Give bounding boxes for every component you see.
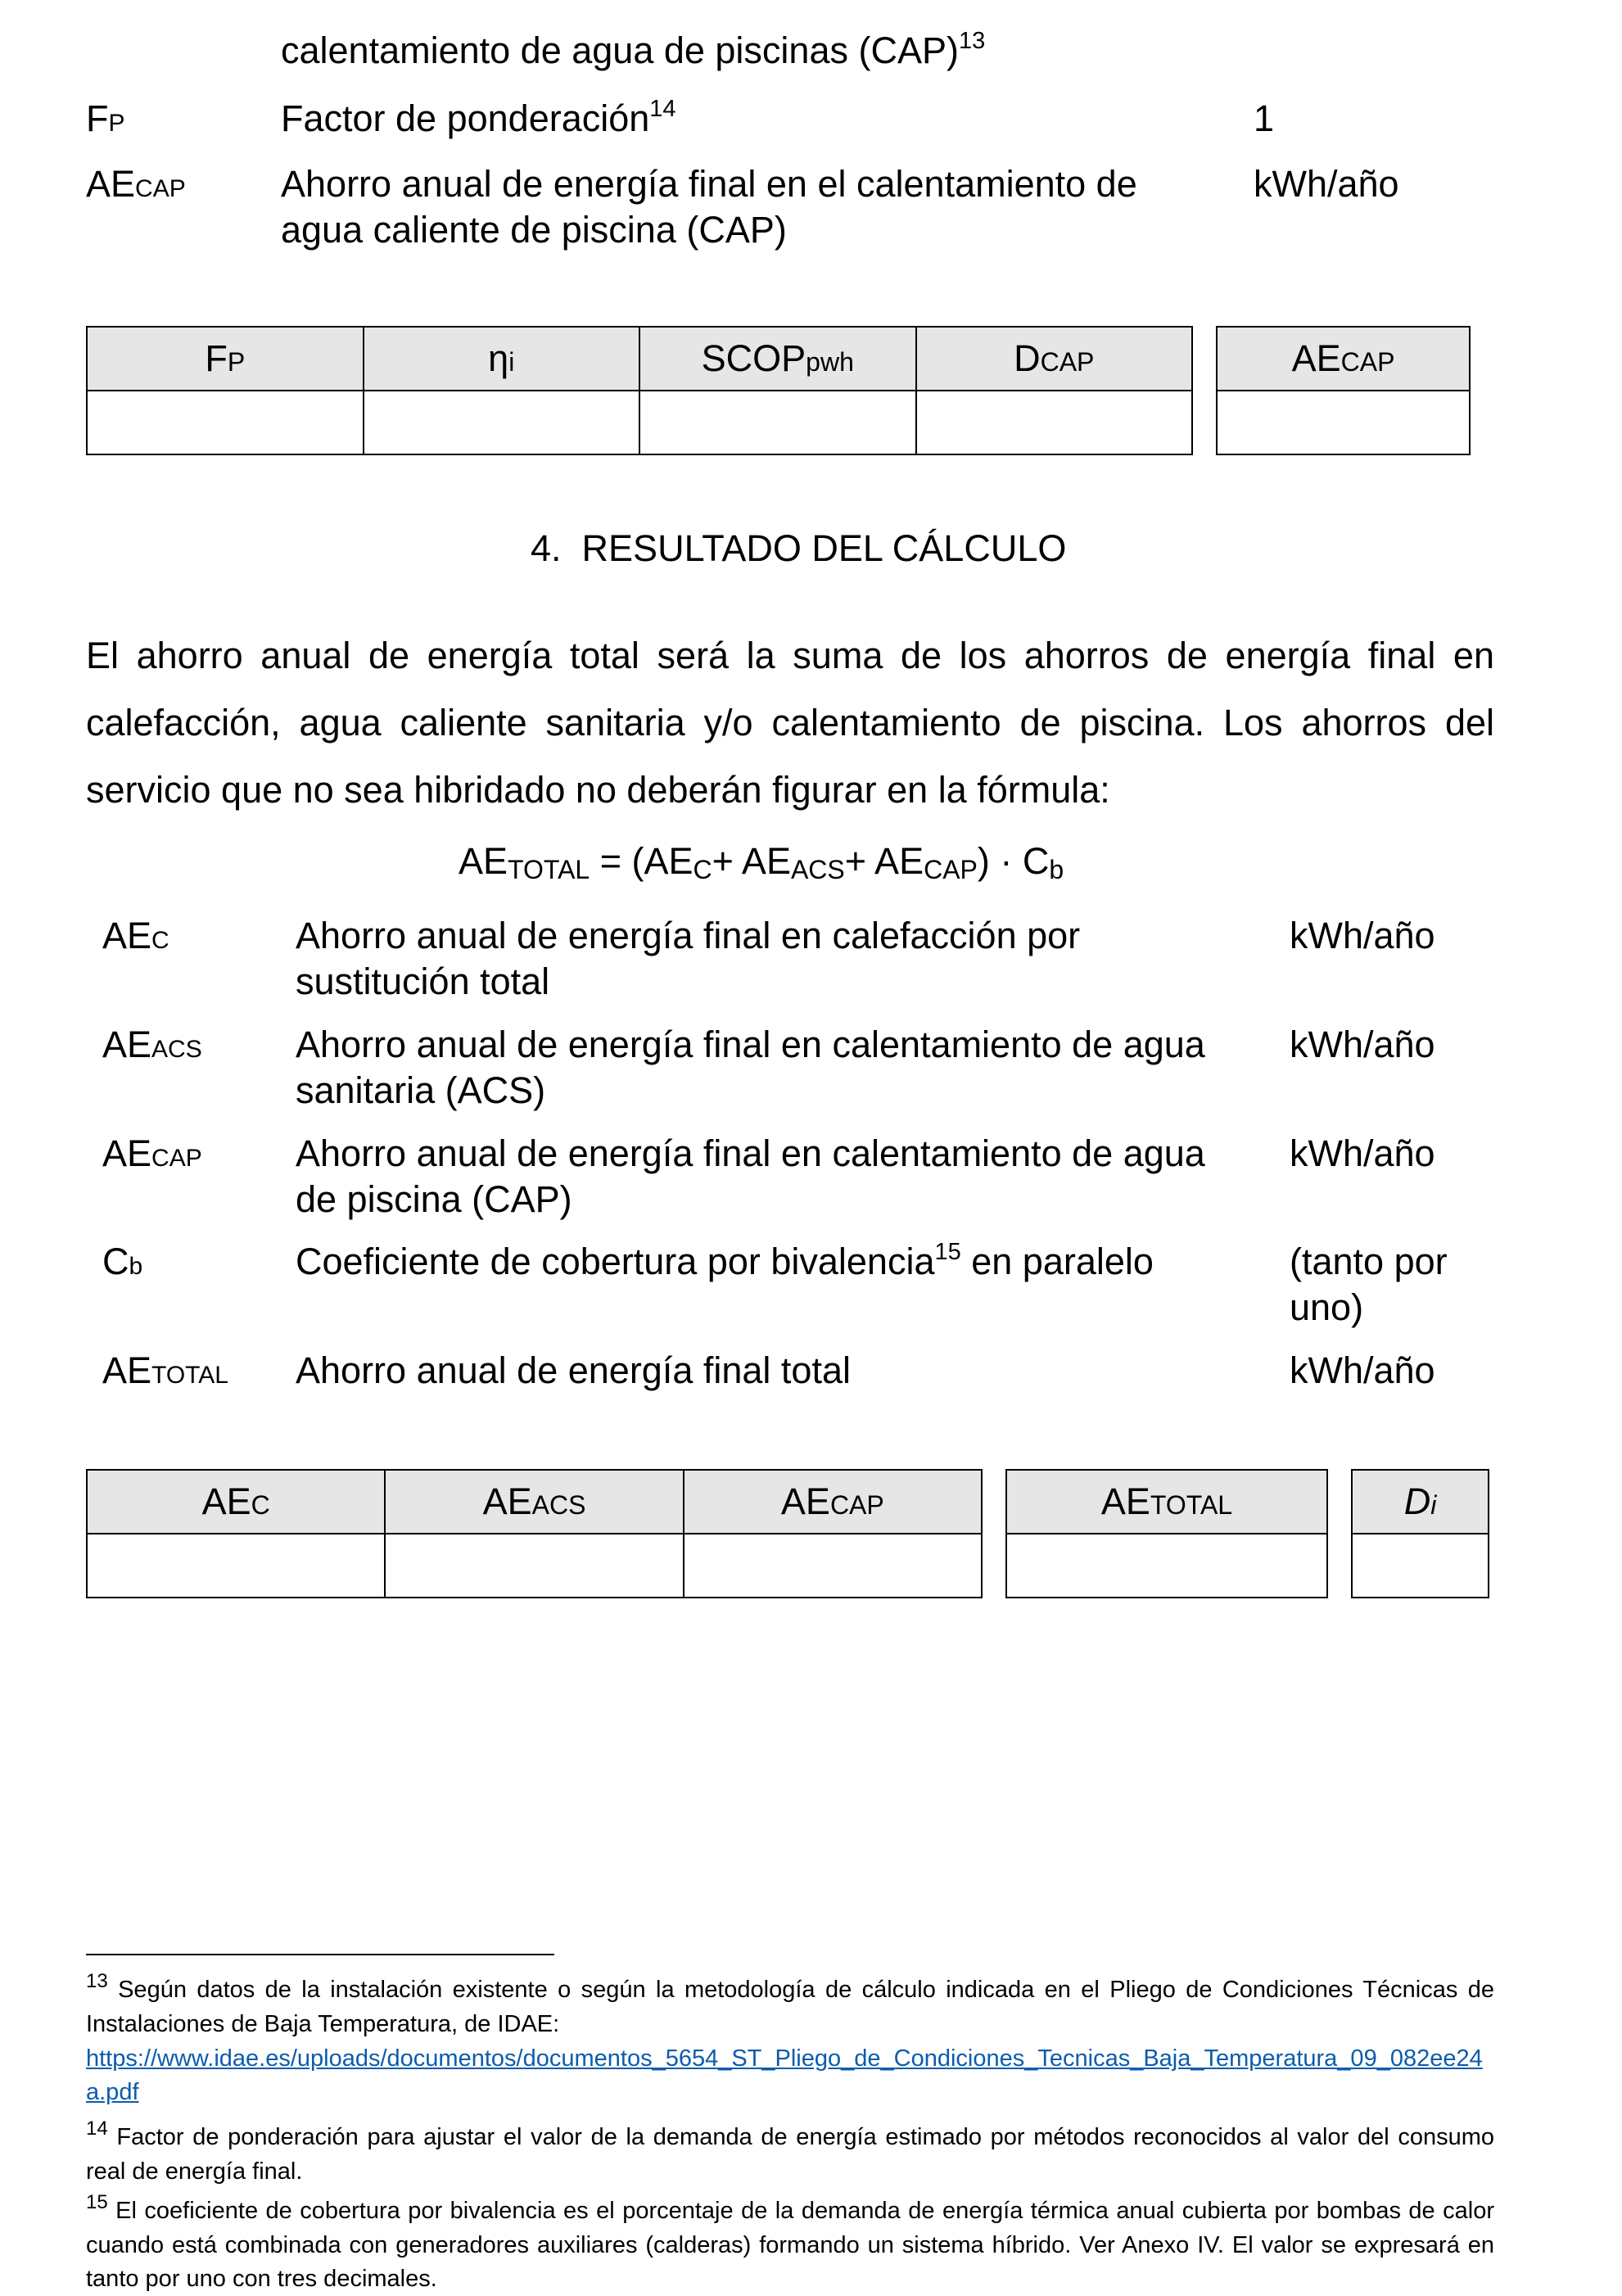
table-cell-aecap[interactable] xyxy=(1217,391,1470,454)
result-table-total xyxy=(1005,1469,1328,1598)
table-header-aetotal: AETOTAL xyxy=(1006,1470,1327,1534)
definition-unit: kWh/año xyxy=(1290,1024,1435,1065)
footnote-ref[interactable]: 15 xyxy=(934,1239,961,1265)
result-table-aecap xyxy=(1216,326,1471,455)
table-cell-scop[interactable] xyxy=(639,391,916,454)
footnote-link[interactable]: https://www.idae.es/uploads/documentos/documentos_5654_ST_Pliego_de_Condiciones_Tecnicas_Baja_Temperatura_09_082ee24a.pdf xyxy=(86,2045,1483,2105)
definition-unit: 1 xyxy=(1254,97,1275,139)
definition-desc: Ahorro anual de energía final en calefacción por sustitución total xyxy=(296,915,1081,1002)
footnote-ref[interactable]: 14 xyxy=(649,96,676,122)
table-cell-eta[interactable] xyxy=(364,391,640,454)
table-header-aec: AEC xyxy=(87,1470,385,1534)
definition-desc: Coeficiente de cobertura por bivalencia$^{15}$ en paralelo xyxy=(296,1239,1154,1282)
definition-desc: Ahorro anual de energía final en calentamiento de agua sanitaria (ACS) xyxy=(296,1024,1205,1111)
section-number: 4. xyxy=(531,527,562,569)
section-title: RESULTADO DEL CÁLCULO xyxy=(581,527,1067,569)
result-table-components xyxy=(86,1469,983,1598)
table-header-fp: FP xyxy=(87,327,364,391)
footnote-15: $^{15}$ El coeficiente de cobertura por bivalencia es el porcentaje de la demanda de energía térmica anual cubierta por bombas de calor cuando está combinada con generadores auxiliares (calderas) formando un sistema híbrido. Ver Anexo IV. El valor se expresará en tanto por uno con tres decimales. xyxy=(86,2191,1494,2292)
definition-unit: kWh/año xyxy=(1290,1349,1435,1391)
definition-symbol: FP xyxy=(86,97,125,139)
definition-symbol: AEACS xyxy=(102,1024,202,1065)
table-header-scop: SCOPpwh xyxy=(639,327,916,391)
footnote-number: 13 xyxy=(86,1970,108,1992)
table-cell-dcap[interactable] xyxy=(916,391,1193,454)
table-cell-fp[interactable] xyxy=(87,391,364,454)
footnote-14: $^{14}$ Factor de ponderación para ajustar el valor de la demanda de energía estimado por métodos reconocidos al valor del consumo real de energía final. xyxy=(86,2117,1494,2185)
table-cell-aecap[interactable] xyxy=(684,1534,982,1598)
table-cell-di[interactable] xyxy=(1352,1534,1489,1598)
section-heading xyxy=(531,526,1066,572)
table-cell-aec[interactable] xyxy=(87,1534,385,1598)
table-header-aecap: AECAP xyxy=(684,1470,982,1534)
table-header-aecap: AECAP xyxy=(1217,327,1470,391)
definition-desc: Factor de ponderación$^{14}$ xyxy=(281,96,676,139)
table-header-dcap: DCAP xyxy=(916,327,1193,391)
definition-symbol: AECAP xyxy=(102,1132,202,1174)
definition-unit: kWh/año xyxy=(1254,163,1399,205)
definition-unit: (tanto por uno) xyxy=(1290,1241,1448,1328)
definition-desc: Ahorro anual de energía final en el calentamiento de agua caliente de piscina (CAP) xyxy=(281,163,1137,251)
definition-symbol: AEC xyxy=(102,915,169,956)
result-table-di xyxy=(1351,1469,1489,1598)
formula: $AE_{TOTAL} = (AE_C+ AE_{ACS}+ AE_{CAP}) \cdot C_b$ xyxy=(459,840,1064,884)
body-paragraph: El ahorro anual de energía total será la suma de los ahorros de energía final en calefacción, agua caliente sanitaria y/o calentamiento de piscina. Los ahorros del servicio que no sea hibridado no deberán figurar en la fórmula: xyxy=(86,635,1494,811)
definition-desc: Ahorro anual de energía final en calentamiento de agua de piscina (CAP) xyxy=(296,1132,1205,1220)
table-cell-aeacs[interactable] xyxy=(385,1534,683,1598)
table-header-eta: ηi xyxy=(364,327,640,391)
footnote-number: 15 xyxy=(86,2191,108,2213)
table-header-aeacs: AEACS xyxy=(385,1470,683,1534)
table-header-di: Di xyxy=(1352,1470,1489,1534)
footnote-ref[interactable]: 13 xyxy=(958,28,986,54)
footnote-separator xyxy=(86,1954,554,1955)
footnote-13: $^{13}$ Según datos de la instalación existente o según la metodología de cálculo indicada en el Pliego de Condiciones Técnicas de Instalaciones de Baja Temperatura, de IDAE: https://www.idae.es/uploads/documentos/documentos_5654_ST_Pliego_de_Condiciones_Tecnicas_Baja_Temperatura_09_082ee24a.pdf xyxy=(86,1970,1494,2105)
definition-unit: kWh/año xyxy=(1290,1132,1435,1174)
definition-symbol: AECAP xyxy=(86,163,186,205)
table-cell-aetotal[interactable] xyxy=(1006,1534,1327,1598)
definition-desc: Ahorro anual de energía final total xyxy=(296,1349,851,1391)
definition-unit: kWh/año xyxy=(1290,915,1435,956)
definition-desc: calentamiento de agua de piscinas (CAP)$^{13}$ xyxy=(281,28,986,71)
definition-symbol: AETOTAL xyxy=(102,1349,228,1391)
footnote-number: 14 xyxy=(86,2117,108,2140)
definition-symbol: Cb xyxy=(102,1241,143,1282)
input-table-cap xyxy=(86,326,1193,455)
